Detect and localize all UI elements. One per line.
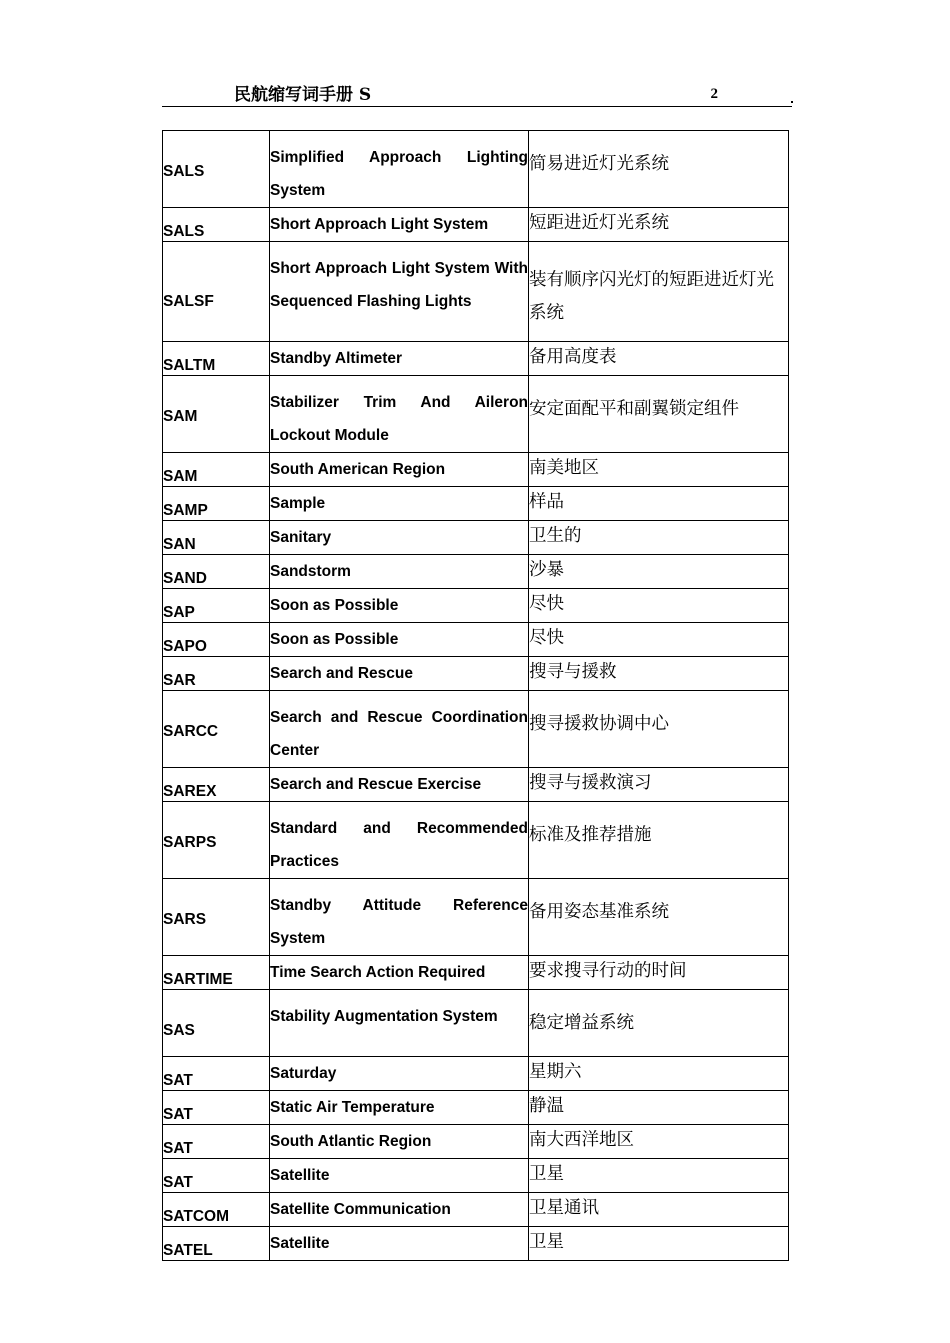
table-row xyxy=(163,691,789,768)
abbreviation-text: SAT xyxy=(163,1174,193,1191)
table-row xyxy=(163,242,789,342)
table-row xyxy=(163,768,789,802)
abbreviation-text: SARPS xyxy=(163,834,217,851)
abbreviation-text: SAP xyxy=(163,604,195,621)
english-term-text: Standby Altimeter xyxy=(270,350,403,367)
chinese-term-cell xyxy=(529,1193,789,1227)
english-term-text: Search and Rescue Coordination Center xyxy=(270,709,528,759)
table-row xyxy=(163,802,789,879)
english-term-cell xyxy=(270,521,529,555)
chinese-term-text: 卫生的 xyxy=(529,526,582,546)
table-row xyxy=(163,453,789,487)
english-term-cell xyxy=(270,623,529,657)
english-term-text: Simplified Approach Lighting System xyxy=(270,149,528,199)
chinese-term-cell xyxy=(529,691,789,768)
abbreviation-cell xyxy=(163,589,270,623)
header-rule-end-mark xyxy=(791,101,793,103)
chinese-term-cell xyxy=(529,879,789,956)
chinese-term-text: 短距进近灯光系统 xyxy=(529,213,669,233)
chinese-term-cell xyxy=(529,487,789,521)
chinese-term-text: 标准及推荐措施 xyxy=(529,825,652,845)
abbreviation-cell xyxy=(163,208,270,242)
english-term-cell xyxy=(270,376,529,453)
table-row xyxy=(163,521,789,555)
english-term-text: Saturday xyxy=(270,1065,337,1082)
english-term-text: Standby Attitude Reference System xyxy=(270,897,528,947)
english-term-cell xyxy=(270,802,529,879)
chinese-term-cell xyxy=(529,376,789,453)
table-row xyxy=(163,342,789,376)
chinese-term-cell xyxy=(529,1227,789,1261)
chinese-term-text: 星期六 xyxy=(529,1062,582,1082)
abbreviation-cell xyxy=(163,521,270,555)
abbreviation-text: SAT xyxy=(163,1072,193,1089)
english-term-text: Sample xyxy=(270,495,326,512)
abbreviation-text: SATCOM xyxy=(163,1208,230,1225)
abbreviation-cell xyxy=(163,242,270,342)
english-term-text: Standard and Recommended Practices xyxy=(270,820,528,870)
abbreviation-text: SALS xyxy=(163,163,205,180)
chinese-term-cell xyxy=(529,131,789,208)
chinese-term-text: 静温 xyxy=(529,1096,564,1116)
chinese-term-cell xyxy=(529,589,789,623)
abbreviation-text: SARTIME xyxy=(163,971,233,988)
abbreviation-cell xyxy=(163,131,270,208)
abbreviation-cell xyxy=(163,487,270,521)
chinese-term-text: 沙暴 xyxy=(529,560,564,580)
abbreviation-text: SALTM xyxy=(163,357,216,374)
table-row xyxy=(163,1227,789,1261)
chinese-term-text: 卫星 xyxy=(529,1164,564,1184)
english-term-text: Stability Augmentation System xyxy=(270,1008,498,1025)
chinese-term-text: 卫星通讯 xyxy=(529,1198,599,1218)
chinese-term-cell xyxy=(529,1159,789,1193)
chinese-term-text: 南大西洋地区 xyxy=(529,1130,634,1150)
english-term-cell xyxy=(270,342,529,376)
english-term-cell xyxy=(270,879,529,956)
abbreviation-text: SALSF xyxy=(163,293,214,310)
chinese-term-cell xyxy=(529,1125,789,1159)
chinese-term-cell xyxy=(529,555,789,589)
english-term-cell xyxy=(270,1227,529,1261)
chinese-term-text: 装有顺序闪光灯的短距进近灯光系统 xyxy=(529,270,774,323)
chinese-term-text: 南美地区 xyxy=(529,458,599,478)
abbreviation-cell xyxy=(163,623,270,657)
table-row xyxy=(163,1193,789,1227)
abbreviation-table xyxy=(162,130,789,1261)
abbreviation-text: SAM xyxy=(163,468,198,485)
english-term-text: Static Air Temperature xyxy=(270,1099,435,1116)
abbreviation-cell xyxy=(163,1159,270,1193)
english-term-cell xyxy=(270,131,529,208)
abbreviation-text: SAPO xyxy=(163,638,207,655)
abbreviation-cell xyxy=(163,453,270,487)
english-term-cell xyxy=(270,657,529,691)
abbreviation-cell xyxy=(163,342,270,376)
english-term-text: Soon as Possible xyxy=(270,631,399,648)
abbreviation-text: SAND xyxy=(163,570,207,587)
chinese-term-cell xyxy=(529,242,789,342)
abbreviation-cell xyxy=(163,768,270,802)
english-term-text: Sandstorm xyxy=(270,563,351,580)
chinese-term-cell xyxy=(529,453,789,487)
table-row xyxy=(163,131,789,208)
abbreviation-cell xyxy=(163,1091,270,1125)
table-row xyxy=(163,1091,789,1125)
chinese-term-cell xyxy=(529,521,789,555)
abbreviation-text: SAN xyxy=(163,536,196,553)
chinese-term-cell xyxy=(529,768,789,802)
english-term-text: South American Region xyxy=(270,461,446,478)
english-term-text: Satellite xyxy=(270,1167,330,1184)
english-term-cell xyxy=(270,691,529,768)
chinese-term-text: 搜寻与援救演习 xyxy=(529,773,652,793)
english-term-text: Search and Rescue Exercise xyxy=(270,776,482,793)
table-row xyxy=(163,623,789,657)
chinese-term-text: 备用高度表 xyxy=(529,347,617,367)
english-term-cell xyxy=(270,1091,529,1125)
table-row xyxy=(163,1057,789,1091)
table-row xyxy=(163,589,789,623)
english-term-cell xyxy=(270,242,529,342)
chinese-term-cell xyxy=(529,1057,789,1091)
english-term-cell xyxy=(270,1159,529,1193)
english-term-text: South Atlantic Region xyxy=(270,1133,432,1150)
chinese-term-text: 安定面配平和副翼锁定组件 xyxy=(529,399,739,419)
abbreviation-text: SARCC xyxy=(163,723,219,740)
abbreviation-cell xyxy=(163,555,270,589)
english-term-text: Search and Rescue xyxy=(270,665,414,682)
abbreviation-text: SARS xyxy=(163,911,207,928)
page-number: 2 xyxy=(710,86,718,102)
chinese-term-cell xyxy=(529,956,789,990)
abbreviation-text: SAR xyxy=(163,672,196,689)
english-term-text: Short Approach Light System With Sequenced Flashing Lights xyxy=(270,260,528,310)
page-header xyxy=(162,78,792,107)
chinese-term-cell xyxy=(529,657,789,691)
english-term-cell xyxy=(270,1193,529,1227)
abbreviation-text: SAT xyxy=(163,1140,193,1157)
english-term-text: Satellite Communication xyxy=(270,1201,451,1218)
abbreviation-text: SATEL xyxy=(163,1242,213,1259)
english-term-cell xyxy=(270,487,529,521)
english-term-cell xyxy=(270,589,529,623)
english-term-cell xyxy=(270,1125,529,1159)
abbreviation-cell xyxy=(163,990,270,1057)
chinese-term-text: 搜寻援救协调中心 xyxy=(529,714,669,734)
table-row xyxy=(163,1125,789,1159)
abbreviation-cell xyxy=(163,691,270,768)
chinese-term-text: 稳定增益系统 xyxy=(529,1013,634,1033)
english-term-text: Time Search Action Required xyxy=(270,964,486,981)
abbreviation-cell xyxy=(163,657,270,691)
chinese-term-text: 搜寻与援救 xyxy=(529,662,617,682)
chinese-term-cell xyxy=(529,990,789,1057)
abbreviation-cell xyxy=(163,879,270,956)
english-term-cell xyxy=(270,990,529,1057)
abbreviation-cell xyxy=(163,802,270,879)
header-title: 民航缩写词手册 S xyxy=(234,85,372,105)
table-row xyxy=(163,956,789,990)
english-term-text: Sanitary xyxy=(270,529,332,546)
abbreviation-cell xyxy=(163,1227,270,1261)
english-term-text: Soon as Possible xyxy=(270,597,399,614)
chinese-term-cell xyxy=(529,342,789,376)
chinese-term-text: 卫星 xyxy=(529,1232,564,1252)
abbreviation-cell xyxy=(163,1125,270,1159)
chinese-term-text: 要求搜寻行动的时间 xyxy=(529,961,687,981)
english-term-text: Satellite xyxy=(270,1235,330,1252)
abbreviation-text: SALS xyxy=(163,223,205,240)
abbreviation-cell xyxy=(163,956,270,990)
english-term-cell xyxy=(270,956,529,990)
abbreviation-cell xyxy=(163,1057,270,1091)
english-term-text: Stabilizer Trim And Aileron Lockout Module xyxy=(270,394,528,444)
chinese-term-text: 简易进近灯光系统 xyxy=(529,154,669,174)
english-term-cell xyxy=(270,453,529,487)
table-row xyxy=(163,376,789,453)
english-term-cell xyxy=(270,768,529,802)
table-row xyxy=(163,879,789,956)
abbreviation-table-body xyxy=(163,131,789,1261)
table-row xyxy=(163,555,789,589)
table-row xyxy=(163,208,789,242)
chinese-term-text: 备用姿态基准系统 xyxy=(529,902,669,922)
abbreviation-text: SAREX xyxy=(163,783,217,800)
english-term-cell xyxy=(270,1057,529,1091)
chinese-term-text: 尽快 xyxy=(529,594,564,614)
chinese-term-cell xyxy=(529,802,789,879)
chinese-term-text: 尽快 xyxy=(529,628,564,648)
abbreviation-text: SAMP xyxy=(163,502,208,519)
abbreviation-text: SAT xyxy=(163,1106,193,1123)
chinese-term-text: 样品 xyxy=(529,492,564,512)
chinese-term-cell xyxy=(529,623,789,657)
chinese-term-cell xyxy=(529,1091,789,1125)
table-row xyxy=(163,657,789,691)
english-term-cell xyxy=(270,555,529,589)
abbreviation-text: SAM xyxy=(163,408,198,425)
table-row xyxy=(163,990,789,1057)
table-row xyxy=(163,487,789,521)
english-term-text: Short Approach Light System xyxy=(270,216,489,233)
chinese-term-cell xyxy=(529,208,789,242)
abbreviation-cell xyxy=(163,376,270,453)
english-term-cell xyxy=(270,208,529,242)
abbreviation-text: SAS xyxy=(163,1022,195,1039)
table-row xyxy=(163,1159,789,1193)
abbreviation-cell xyxy=(163,1193,270,1227)
